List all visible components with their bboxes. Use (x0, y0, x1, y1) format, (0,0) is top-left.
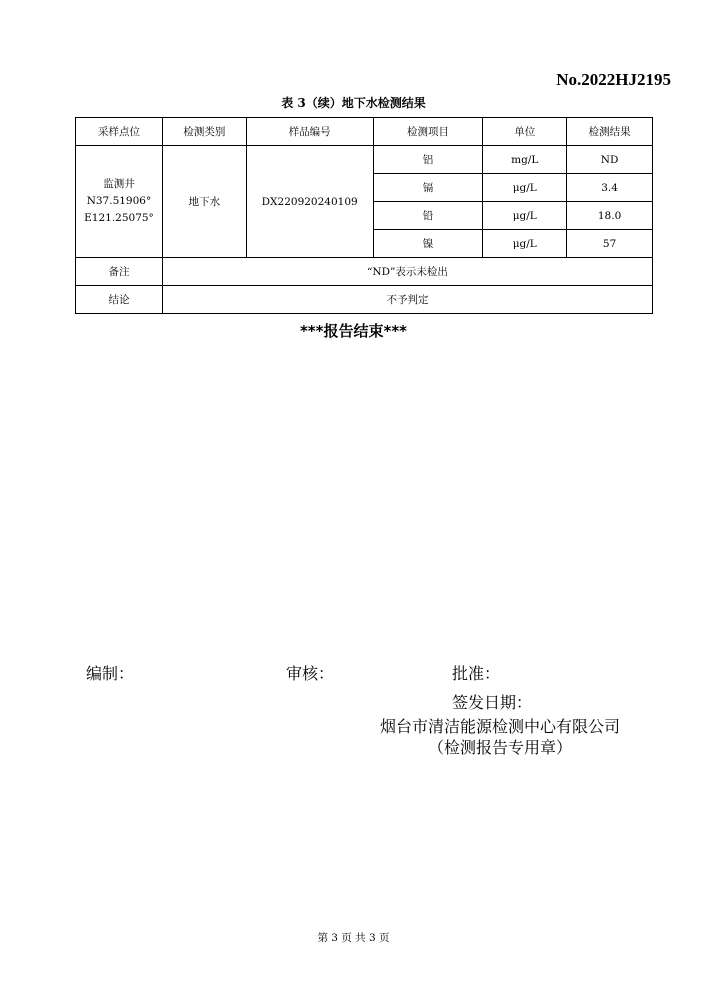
conclusion-value: 不予判定 (162, 286, 652, 314)
result-cell: 3.4 (567, 174, 653, 202)
result-cell: 18.0 (567, 202, 653, 230)
report-end-mark: ***报告结束*** (299, 322, 408, 340)
table-row (76, 146, 653, 174)
page-footer: 第 3 页 共 3 页 (317, 932, 390, 944)
site-longitude: E121.25075° (84, 212, 154, 224)
unit-cell: mg/L (483, 146, 567, 174)
seal-note: （检测报告专用章） (427, 738, 572, 757)
sampling-site-cell (76, 146, 163, 258)
site-name: 监测井 (103, 178, 135, 190)
unit-cell: μg/L (483, 230, 567, 258)
remark-label: 备注 (76, 258, 163, 286)
conclusion-label: 结论 (76, 286, 163, 314)
sample-id-cell: DX220920240109 (246, 146, 373, 258)
column-header: 检测类别 (162, 118, 246, 146)
unit-cell: μg/L (483, 174, 567, 202)
column-header: 采样点位 (76, 118, 163, 146)
category-cell: 地下水 (162, 146, 246, 258)
item-cell: 铅 (373, 202, 483, 230)
remark-value: “ND”表示未检出 (162, 258, 652, 286)
column-header: 检测项目 (373, 118, 483, 146)
item-cell: 镍 (373, 230, 483, 258)
unit-cell: μg/L (483, 202, 567, 230)
organization-block (360, 716, 640, 758)
item-cell: 铝 (373, 146, 483, 174)
reviewed-by-label: 审核： (286, 664, 335, 683)
site-latitude: N37.51906° (86, 195, 152, 207)
remark-row (76, 258, 653, 286)
column-header: 检测结果 (567, 118, 653, 146)
report-number: No.2022HJ2195 (556, 70, 671, 89)
column-header: 单位 (483, 118, 567, 146)
results-table (75, 117, 653, 314)
result-cell: 57 (567, 230, 653, 258)
conclusion-row (76, 286, 653, 314)
table-header-row (76, 118, 653, 146)
compiled-by-label: 编制： (86, 664, 135, 683)
approved-by-label: 批准： (452, 664, 501, 683)
result-cell: ND (567, 146, 653, 174)
organization-name: 烟台市清洁能源检测中心有限公司 (379, 717, 620, 736)
table-title: 表 3（续）地下水检测结果 (281, 96, 426, 110)
item-cell: 镉 (373, 174, 483, 202)
column-header: 样品编号 (246, 118, 373, 146)
issue-date-label: 签发日期： (452, 693, 533, 712)
